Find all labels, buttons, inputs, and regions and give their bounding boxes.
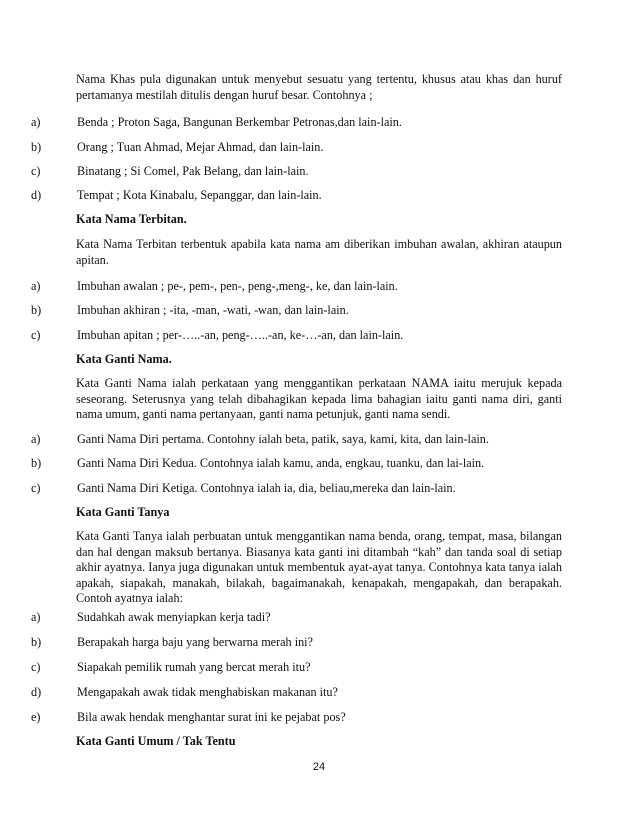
list-marker: c) xyxy=(31,164,41,178)
heading-kata-ganti-umum: Kata Ganti Umum / Tak Tentu xyxy=(76,734,236,748)
list-text: Benda ; Proton Saga, Bangunan Berkembar Petronas,dan lain-lain. xyxy=(77,115,402,129)
list-item xyxy=(31,660,571,676)
list-marker: c) xyxy=(31,481,41,495)
list-marker: e) xyxy=(31,710,41,724)
list-text: Imbuhan apitan ; per-…..-an, peng-…..-an, ke-…-an, dan lain-lain. xyxy=(77,328,404,342)
list-marker: a) xyxy=(31,279,41,293)
list-marker: b) xyxy=(31,635,42,649)
list-text: Sudahkah awak menyiapkan kerja tadi? xyxy=(77,610,271,624)
list-marker: c) xyxy=(31,328,41,342)
list-marker: a) xyxy=(31,115,41,129)
paragraph-kata-nama-terbitan: Kata Nama Terbitan terbentuk apabila kata nama am diberikan imbuhan awalan, akhiran ataupun apitan. xyxy=(76,237,562,267)
list-item xyxy=(31,188,571,204)
list-marker: d) xyxy=(31,188,42,202)
list-marker: b) xyxy=(31,303,42,317)
list-text: Orang ; Tuan Ahmad, Mejar Ahmad, dan lain-lain. xyxy=(77,140,324,154)
list-marker: c) xyxy=(31,660,41,674)
heading-kata-ganti-nama: Kata Ganti Nama. xyxy=(76,352,172,366)
list-text: Imbuhan akhiran ; -ita, -man, -wati, -wan, dan lain-lain. xyxy=(77,303,349,317)
list-item xyxy=(31,710,571,726)
list-item xyxy=(31,635,571,651)
list-text: Berapakah harga baju yang berwarna merah ini? xyxy=(77,635,313,649)
list-text: Ganti Nama Diri Ketiga. Contohnya ialah ia, dia, beliau,mereka dan lain-lain. xyxy=(77,481,456,495)
list-marker: b) xyxy=(31,456,42,470)
list-item xyxy=(31,432,571,448)
heading-kata-nama-terbitan: Kata Nama Terbitan. xyxy=(76,212,187,226)
list-text: Bila awak hendak menghantar surat ini ke pejabat pos? xyxy=(77,710,346,724)
list-marker: a) xyxy=(31,610,41,624)
list-marker: b) xyxy=(31,140,42,154)
list-text: Mengapakah awak tidak menghabiskan makanan itu? xyxy=(77,685,338,699)
list-item xyxy=(31,164,571,180)
list-text: Tempat ; Kota Kinabalu, Sepanggar, dan lain-lain. xyxy=(77,188,322,202)
list-item xyxy=(31,140,571,156)
list-item xyxy=(31,115,571,131)
list-item xyxy=(31,481,571,497)
list-item xyxy=(31,279,571,295)
list-marker: d) xyxy=(31,685,42,699)
list-text: Binatang ; Si Comel, Pak Belang, dan lain-lain. xyxy=(77,164,309,178)
list-item xyxy=(31,456,571,472)
heading-kata-ganti-tanya: Kata Ganti Tanya xyxy=(76,505,170,519)
list-text: Ganti Nama Diri Kedua. Contohnya ialah kamu, anda, engkau, tuanku, dan lai-lain. xyxy=(77,456,485,470)
paragraph-nama-khas: Nama Khas pula digunakan untuk menyebut sesuatu yang tertentu, khusus atau khas dan huruf pertamanya mestilah ditulis dengan huruf besar. Contohnya ; xyxy=(76,72,562,102)
paragraph-kata-ganti-tanya: Kata Ganti Tanya ialah perbuatan untuk menggantikan nama benda, orang, tempat, masa, bilangan dan hal dengan maksub bertanya. Biasanya kata ganti ini ditambah “kah” dan tanda soal di setiap akhir ayatnya. Ianya juga digunakan untuk membentuk ayat-ayat tanya. Contohnya kata tanya ialah apakah, siapakah, manakah, bilakah, bagaimanakah, kenapakah, mengapakah, dan berapakah. Contoh ayatnya ialah: xyxy=(76,529,562,605)
list-item xyxy=(31,328,571,344)
list-marker: a) xyxy=(31,432,41,446)
page-number: 24 xyxy=(312,761,326,773)
list-item xyxy=(31,685,571,701)
paragraph-kata-ganti-nama: Kata Ganti Nama ialah perkataan yang menggantikan perkataan NAMA iaitu merujuk kepada seseorang. Seterusnya yang telah dibahagikan kepada lima bahagian iaitu ganti nama diri, ganti nama umum, ganti nama pertanyaan, ganti nama petunjuk, ganti nama sendi. xyxy=(76,376,562,421)
list-text: Ganti Nama Diri pertama. Contohny ialah beta, patik, saya, kami, kita, dan lain-lain. xyxy=(77,432,489,446)
list-item xyxy=(31,610,571,626)
list-text: Imbuhan awalan ; pe-, pem-, pen-, peng-,meng-, ke, dan lain-lain. xyxy=(77,279,398,293)
list-text: Siapakah pemilik rumah yang bercat merah itu? xyxy=(77,660,311,674)
list-item xyxy=(31,303,571,319)
